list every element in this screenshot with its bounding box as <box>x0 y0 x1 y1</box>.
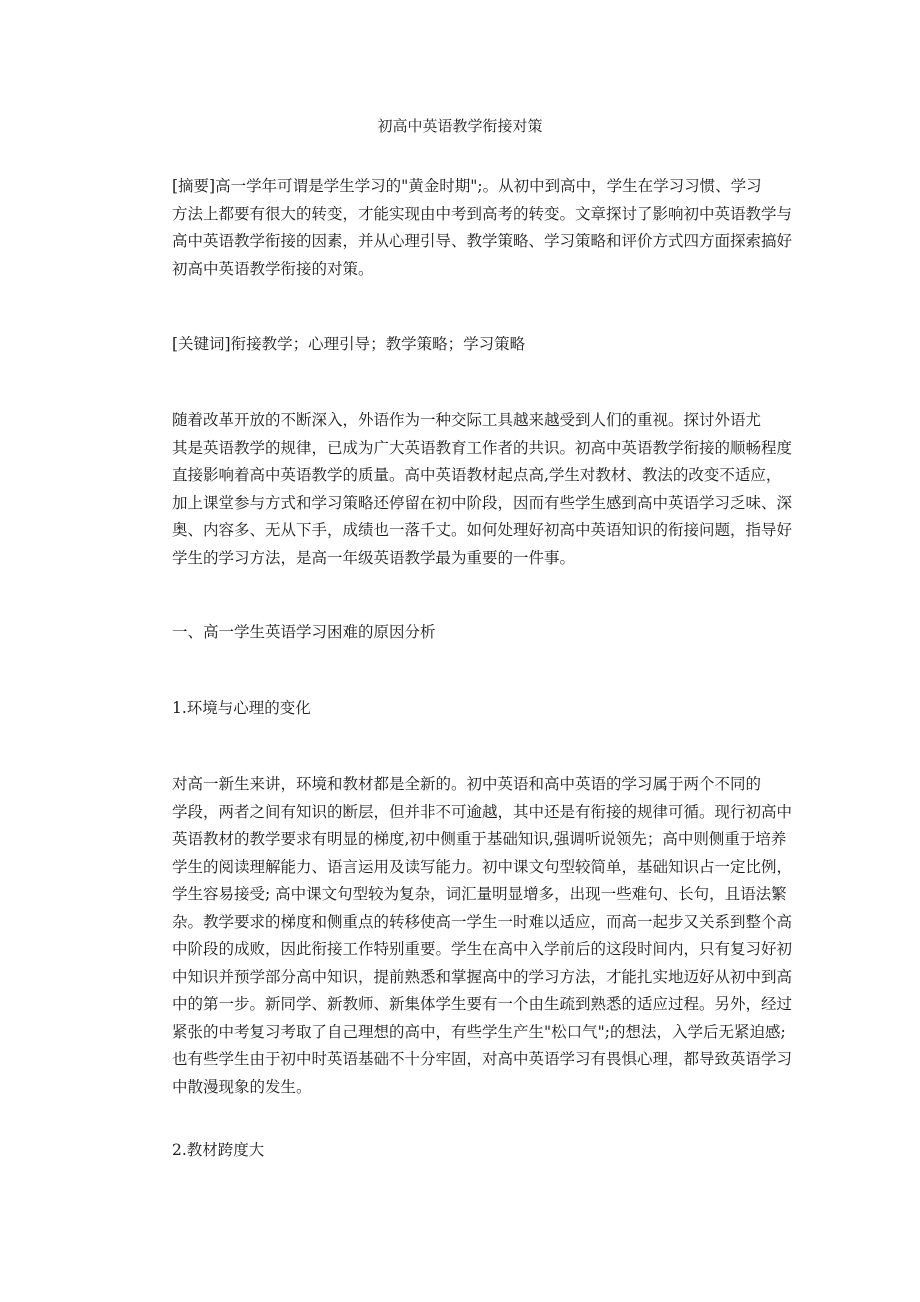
subsection-heading: 1.环境与心理的变化 <box>172 699 311 717</box>
body-paragraph <box>141 771 793 1101</box>
abstract-line: 初高中英语教学衔接的对策。 <box>172 259 374 278</box>
body-line: 中的第一步。新同学、新教师、新集体学生要有一个由生疏到熟悉的适应过程。另外，经过 <box>172 995 793 1013</box>
keywords-line: [关键词]衔接教学；心理引导；教学策略；学习策略 <box>172 335 526 353</box>
body-line: 中阶段的成败，因此衔接工作特别重要。学生在高中入学前后的这段时间内，只有复习好初 <box>172 940 793 958</box>
body-line: 学生容易接受; 高中课文句型较为复杂，词汇量明显增多，出现一些难句、长句，且语法繁 <box>172 885 787 903</box>
intro-paragraph <box>141 407 793 572</box>
intro-line: 随着改革开放的不断深入，外语作为一种交际工具越来越受到人们的重视。探讨外语尤 <box>172 411 762 429</box>
section-heading: 一、高一学生英语学习困难的原因分析 <box>172 623 436 641</box>
body-line: 中知识并预学部分高中知识，提前熟悉和掌握高中的学习方法，才能扎实地迈好从初中到高 <box>172 967 793 986</box>
abstract-line: 方法上都要有很大的转变，才能实现由中考到高考的转变。文章探讨了影响初中英语教学与 <box>172 204 793 223</box>
abstract-line: 高中英语教学衔接的因素，并从心理引导、教学策略、学习策略和评价方式四方面探索搞好 <box>172 232 793 250</box>
body-line: 也有些学生由于初中时英语基础不十分牢固，对高中英语学习有畏惧心理，都导致英语学习 <box>172 1050 793 1068</box>
intro-line: 直接影响着高中英语教学的质量。高中英语教材起点高,学生对教材、教法的改变不适应， <box>172 466 782 484</box>
intro-line: 其是英语教学的规律，已成为广大英语教育工作者的共识。初高中英语教学衔接的顺畅程度 <box>172 438 793 457</box>
document-title: 初高中英语教学衔接对策 <box>377 117 543 135</box>
abstract-paragraph <box>141 173 793 283</box>
body-line: 学生的阅读理解能力、语言运用及读写能力。初中课文句型较简单，基础知识占一定比例， <box>172 857 793 876</box>
body-line: 杂。教学要求的梯度和侧重点的转移使高一学生一时难以适应，而高一起步又关系到整个高 <box>172 912 793 931</box>
body-line: 紧张的中考复习考取了自己理想的高中，有些学生产生"松口气";的想法，入学后无紧迫感; <box>172 1022 786 1041</box>
intro-line: 加上课堂参与方式和学习策略还停留在初中阶段，因而有些学生感到高中英语学习乏味、深 <box>172 493 793 512</box>
body-line: 学段，两者之间有知识的断层，但并非不可逾越，其中还是有衔接的规律可循。现行初高中 <box>172 802 793 821</box>
body-line: 英语教材的教学要求有明显的梯度,初中侧重于基础知识,强调听说领先；高中则侧重于培养 <box>172 830 787 848</box>
body-line: 对高一新生来讲，环境和教材都是全新的。初中英语和高中英语的学习属于两个不同的 <box>172 775 762 793</box>
intro-line: 学生的学习方法，是高一年级英语教学最为重要的一件事。 <box>172 548 576 567</box>
abstract-line: [摘要]高一学年可谓是学生学习的"黄金时期";。从初中到高中，学生在学习习惯、学习 <box>172 177 762 195</box>
subsection-heading: 2.教材跨度大 <box>172 1141 265 1159</box>
intro-line: 奥、内容多、无从下手，成绩也一落千丈。如何处理好初高中英语知识的衔接问题，指导好 <box>172 521 793 539</box>
body-line: 中散漫现象的发生。 <box>172 1077 312 1096</box>
